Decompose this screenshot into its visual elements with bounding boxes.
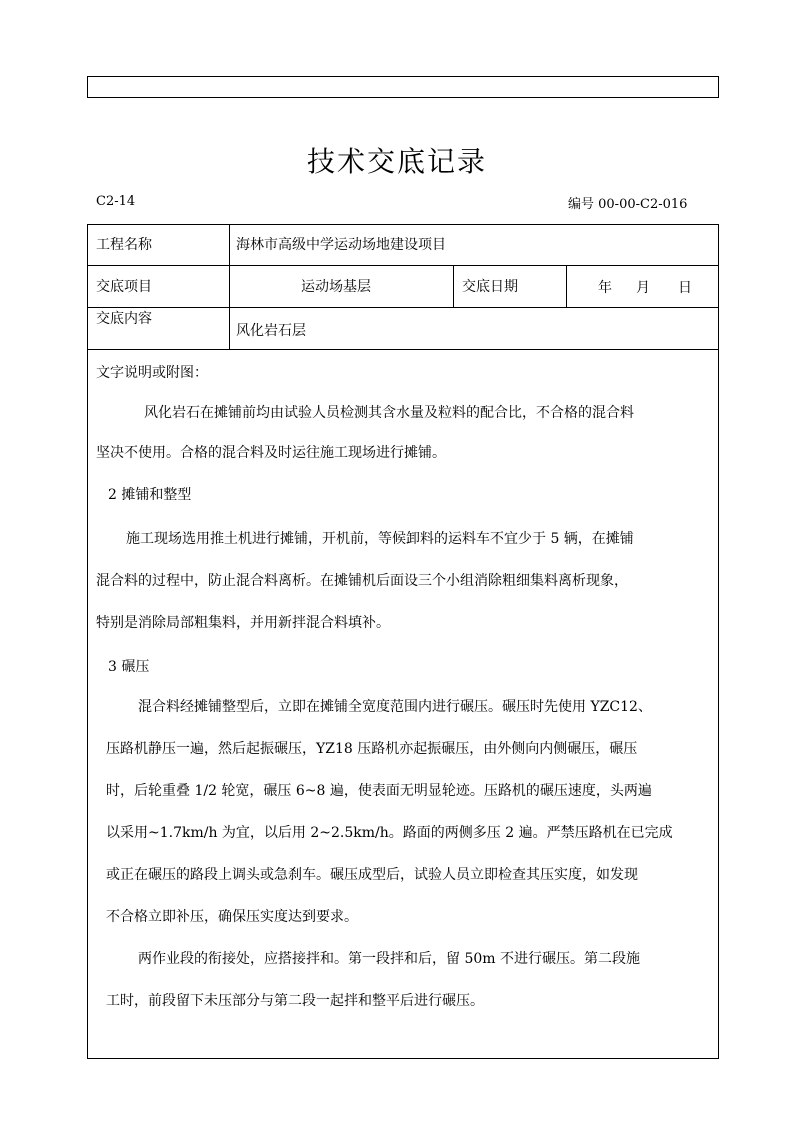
item-label: 交底项目 xyxy=(96,279,152,295)
content-value: 风化岩石层 xyxy=(236,323,306,339)
table-column-divider xyxy=(453,265,454,307)
table-row-divider xyxy=(88,307,718,308)
body-line: 混合料经摊铺整型后，立即在摊铺全宽度范围内进行碾压。碾压时先使用 YZC12、 xyxy=(138,699,652,715)
body-line: 以采用~1.7km/h 为宜，以后用 2~2.5km/h。路面的两侧多压 2 遍。严禁压路机在已完成 xyxy=(106,825,673,841)
body-line: 施工现场选用推土机进行摊铺，开机前，等候卸料的运料车不宜少于 5 辆，在摊铺 xyxy=(126,531,634,547)
section-heading: 3 碾压 xyxy=(108,659,150,675)
body-line: 时，后轮重叠 1/2 轮宽，碾压 6~8 遍，使表面无明显轮迹。压路机的碾压速度，头两遍 xyxy=(106,783,652,799)
date-month: 月 xyxy=(636,280,650,296)
date-year: 年 xyxy=(598,280,612,296)
body-line: 或正在碾压的路段上调头或急刹车。碾压成型后，试验人员立即检查其压实度，如发现 xyxy=(106,867,638,883)
body-line: 风化岩石在摊铺前均由试验人员检测其含水量及粒料的配合比，不合格的混合料 xyxy=(144,405,634,421)
record-table xyxy=(87,224,719,1059)
form-code: C2-14 xyxy=(96,194,136,209)
page-title: 技术交底记录 xyxy=(306,145,487,178)
table-column-divider xyxy=(229,225,230,349)
body-line: 两作业段的衔接处，应搭接拌和。第一段拌和后，留 50m 不进行碾压。第二段施 xyxy=(138,951,640,967)
item-value: 运动场基层 xyxy=(301,279,371,295)
content-label: 交底内容 xyxy=(96,311,152,327)
project-name-label: 工程名称 xyxy=(96,237,152,253)
record-number: 编号 00-00-C2-016 xyxy=(568,197,688,212)
body-line: 坚决不使用。合格的混合料及时运往施工现场进行摊铺。 xyxy=(96,445,446,461)
date-day: 日 xyxy=(678,280,692,296)
body-heading: 文字说明或附图： xyxy=(96,365,208,381)
date-label: 交底日期 xyxy=(462,279,518,295)
section-heading: 2 摊铺和整型 xyxy=(108,487,192,503)
body-line: 不合格立即补压，确保压实度达到要求。 xyxy=(106,909,358,925)
table-column-divider xyxy=(566,265,567,307)
body-line: 压路机静压一遍，然后起振碾压，YZ18 压路机亦起振碾压，由外侧向内侧碾压，碾压 xyxy=(106,741,638,757)
table-row-divider xyxy=(88,349,718,350)
table-row-divider xyxy=(88,265,718,266)
header-box xyxy=(87,76,719,98)
body-line: 混合料的过程中，防止混合料离析。在摊铺机后面设三个小组消除粗细集料离析现象， xyxy=(96,573,628,589)
body-line: 工时，前段留下未压部分与第二段一起拌和整平后进行碾压。 xyxy=(106,993,484,1009)
project-name-value: 海林市高级中学运动场地建设项目 xyxy=(236,237,446,253)
body-line: 特别是消除局部粗集料，并用新拌混合料填补。 xyxy=(96,615,390,631)
